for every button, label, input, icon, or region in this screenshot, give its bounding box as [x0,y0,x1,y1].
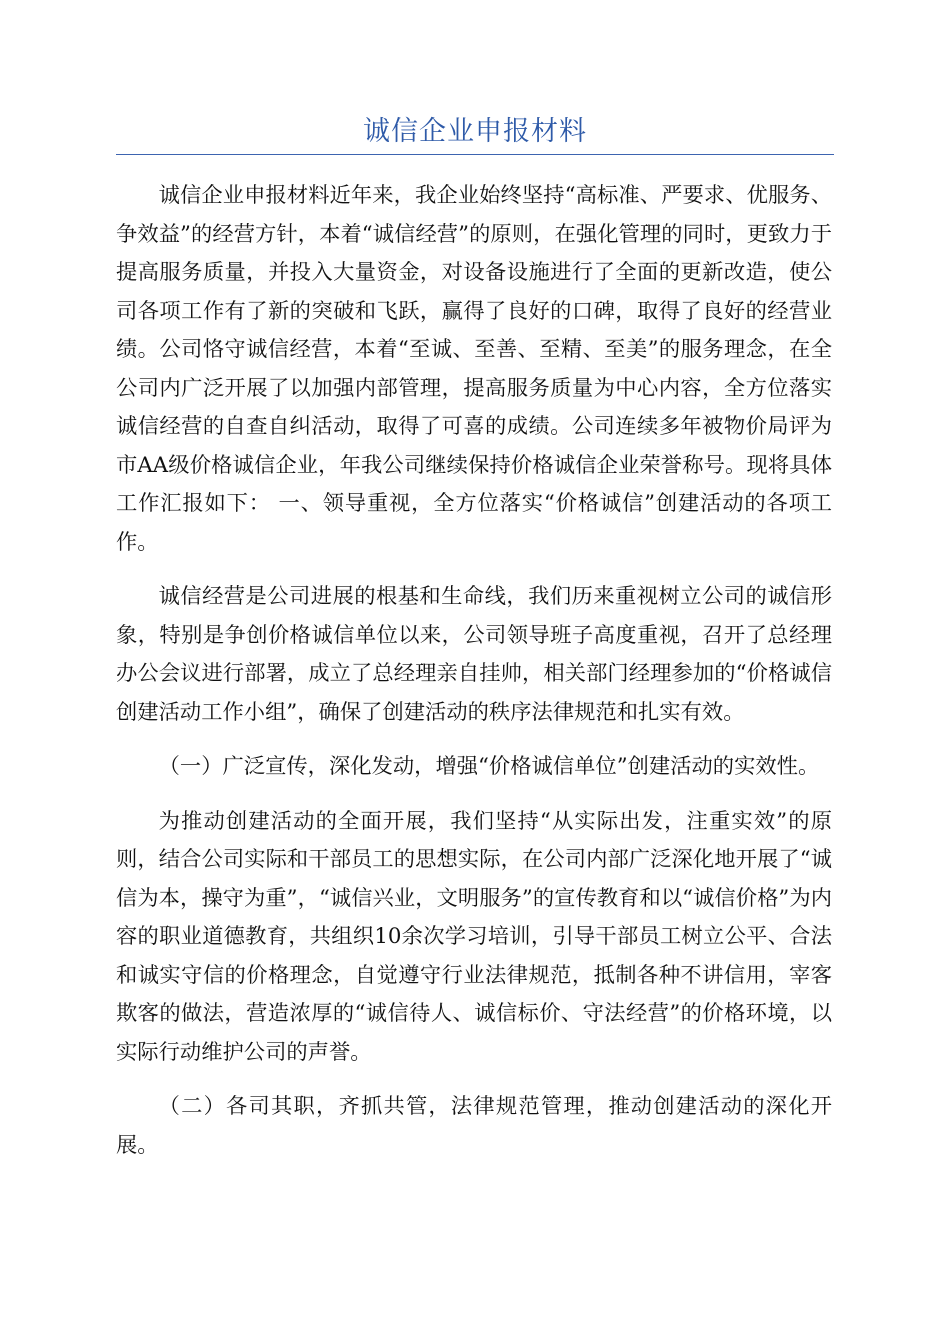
paragraph-heading-two: （二）各司其职，齐抓共管，法律规范管理，推动创建活动的深化开展。 [116,1094,832,1158]
document-body [116,177,832,1181]
paragraph-promotion: 为推动创建活动的全面开展，我们坚持“从实际出发，注重实效”的原则，结合公司实际和干部员工的思想实际，在公司内部广泛深化地开展了“诚信为本，操守为重”，“诚信兴业，文明服务”的宣传教育和以“诚信价格”为内容的职业道德教育，共组织10余次学习培训，引导干部员工树立公平、合法和诚实守信的价格理念，自觉遵守行业法律规范，抵制各种不讲信用，宰客欺客的做法，营造浓厚的“诚信待人、诚信标价、守法经营”的价格环境，以实际行动维护公司的声誉。 [116,808,832,1065]
paragraph-heading-one: （一）广泛宣传，深化发动，增强“价格诚信单位”创建活动的实效性。 [158,754,820,779]
document-title: 诚信企业申报材料 [363,116,587,147]
paragraph-intro: 诚信企业申报材料近年来，我企业始终坚持“高标准、严要求、优服务、争效益”的经营方针，本着“诚信经营”的原则，在强化管理的同时，更致力于提高服务质量，并投入大量资金，对设备设施进行了全面的更新改造，使公司各项工作有了新的突破和飞跃，赢得了良好的口碑，取得了良好的经营业绩。公司恪守诚信经营，本着“至诚、至善、至精、至美”的服务理念，在全公司内广泛开展了以加强内部管理，提高服务质量为中心内容，全方位落实诚信经营的自查自纠活动，取得了可喜的成绩。公司连续多年被物价局评为市AA级价格诚信企业，年我公司继续保持价格诚信企业荣誉称号。现将具体工作汇报如下： 一、领导重视，全方位落实“价格诚信”创建活动的各项工作。 [116,183,832,555]
paragraph-foundation: 诚信经营是公司进展的根基和生命线，我们历来重视树立公司的诚信形象，特别是争创价格诚信单位以来，公司领导班子高度重视，召开了总经理办公会议进行部署，成立了总经理亲自挂帅，相关部门经理参加的“价格诚信创建活动工作小组”，确保了创建活动的秩序法律规范和扎实有效。 [116,584,832,725]
title-underline [116,154,834,155]
